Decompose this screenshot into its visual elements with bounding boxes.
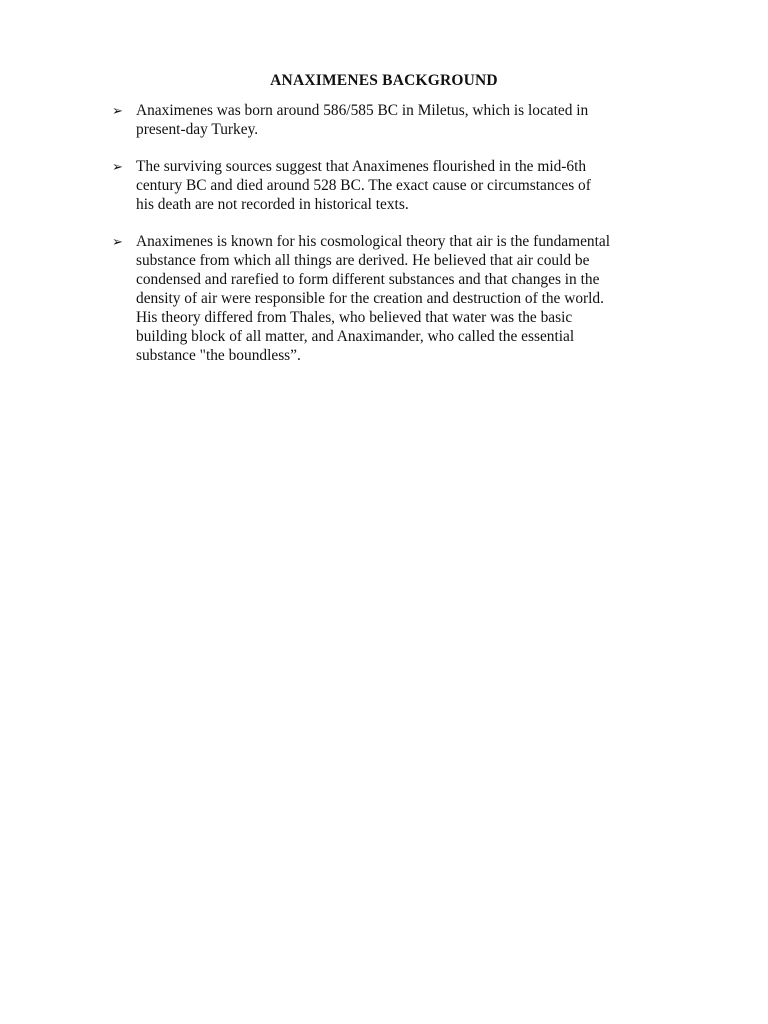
text-line: condensed and rarefied to form different substances and that changes in the [136,271,600,288]
bullet-text [136,101,682,139]
text-line: substance "the boundless”. [136,347,301,364]
text-line: Anaximenes was born around 586/585 BC in Miletus, which is located in [136,102,589,119]
arrowhead-bullet-icon: ➢ [112,159,123,174]
text-line: density of air were responsible for the creation and destruction of the world. [136,290,604,307]
bullet-text [136,232,682,365]
text-line: century BC and died around 528 BC. The exact cause or circumstances of [136,177,591,194]
bullet-list [112,101,682,383]
text-line: his death are not recorded in historical texts. [136,196,409,213]
text-line: present-day Turkey. [136,121,259,138]
text-line: substance from which all things are derived. He believed that air could be [136,252,590,269]
arrowhead-bullet-icon: ➢ [112,234,123,249]
bullet-item [112,101,682,139]
document-title: ANAXIMENES BACKGROUND [270,72,498,89]
bullet-item [112,232,682,365]
text-line: The surviving sources suggest that Anaximenes flourished in the mid-6th [136,158,587,175]
arrowhead-bullet-icon: ➢ [112,103,123,118]
bullet-text [136,157,682,214]
text-line: building block of all matter, and Anaximander, who called the essential [136,328,575,345]
text-line: His theory differed from Thales, who believed that water was the basic [136,309,573,326]
bullet-item [112,157,682,214]
text-line: Anaximenes is known for his cosmological theory that air is the fundamental [136,233,611,250]
